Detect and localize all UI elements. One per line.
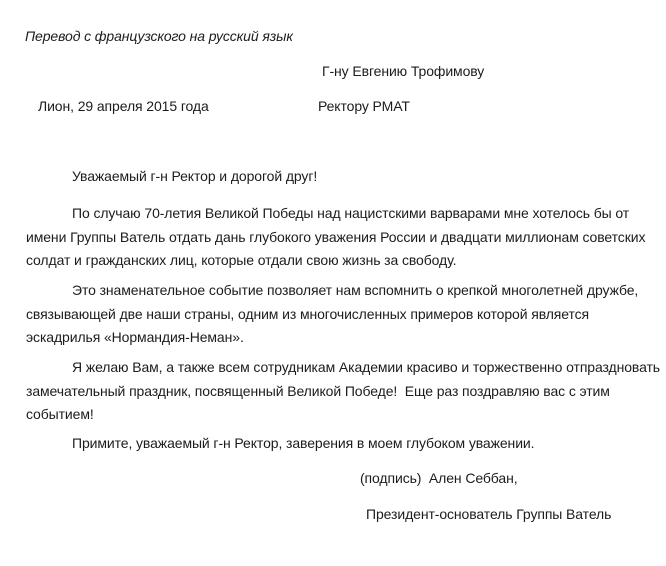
recipient-title: Ректору РМАТ — [318, 98, 410, 114]
paragraph-2 — [26, 279, 638, 350]
paragraph-3-line-3: событием! — [26, 406, 94, 422]
paragraph-1-line-2: имени Группы Ватель отдать дань глубокого уважения России и двадцати миллионам советских — [26, 228, 646, 245]
paragraph-2-line-2: связывающей две наши страны, одним из многочисленных примеров которой является — [26, 305, 590, 322]
signature-name: (подпись) Ален Себбан, — [360, 470, 518, 486]
signature-title: Президент-основатель Группы Ватель — [366, 506, 612, 522]
paragraph-1-line-3: солдат и гражданских лиц, которые отдали свою жизнь за свободу. — [26, 252, 457, 268]
paragraph-1-line-1: По случаю 70-летия Великой Победы над нацистскими варварами мне хотелось бы от — [72, 205, 630, 221]
closing-line: Примите, уважаемый г-н Ректор, заверения в моем глубоком уважении. — [72, 435, 535, 451]
translation-note: Перевод с французского на русский язык — [25, 28, 293, 44]
paragraph-2-line-1: Это знаменательное событие позволяет нам вспомнить о крепкой многолетней дружбе, — [72, 282, 639, 298]
paragraph-2-line-3: эскадрилья «Нормандия-Неман». — [26, 329, 244, 345]
paragraph-3-line-1: Я желаю Вам, а также всем сотрудникам Академии красиво и торжественно отпраздновать — [72, 359, 660, 375]
paragraph-3-line-2: замечательный праздник, посвященный Великой Победе! Еще раз поздравляю вас с этим — [26, 382, 610, 399]
salutation: Уважаемый г-н Ректор и дорогой друг! — [72, 168, 318, 184]
paragraph-1 — [26, 202, 645, 273]
date-place-line: Лион, 29 апреля 2015 года — [38, 98, 209, 114]
recipient-name: Г-ну Евгению Трофимову — [322, 63, 485, 79]
paragraph-3 — [26, 356, 660, 427]
